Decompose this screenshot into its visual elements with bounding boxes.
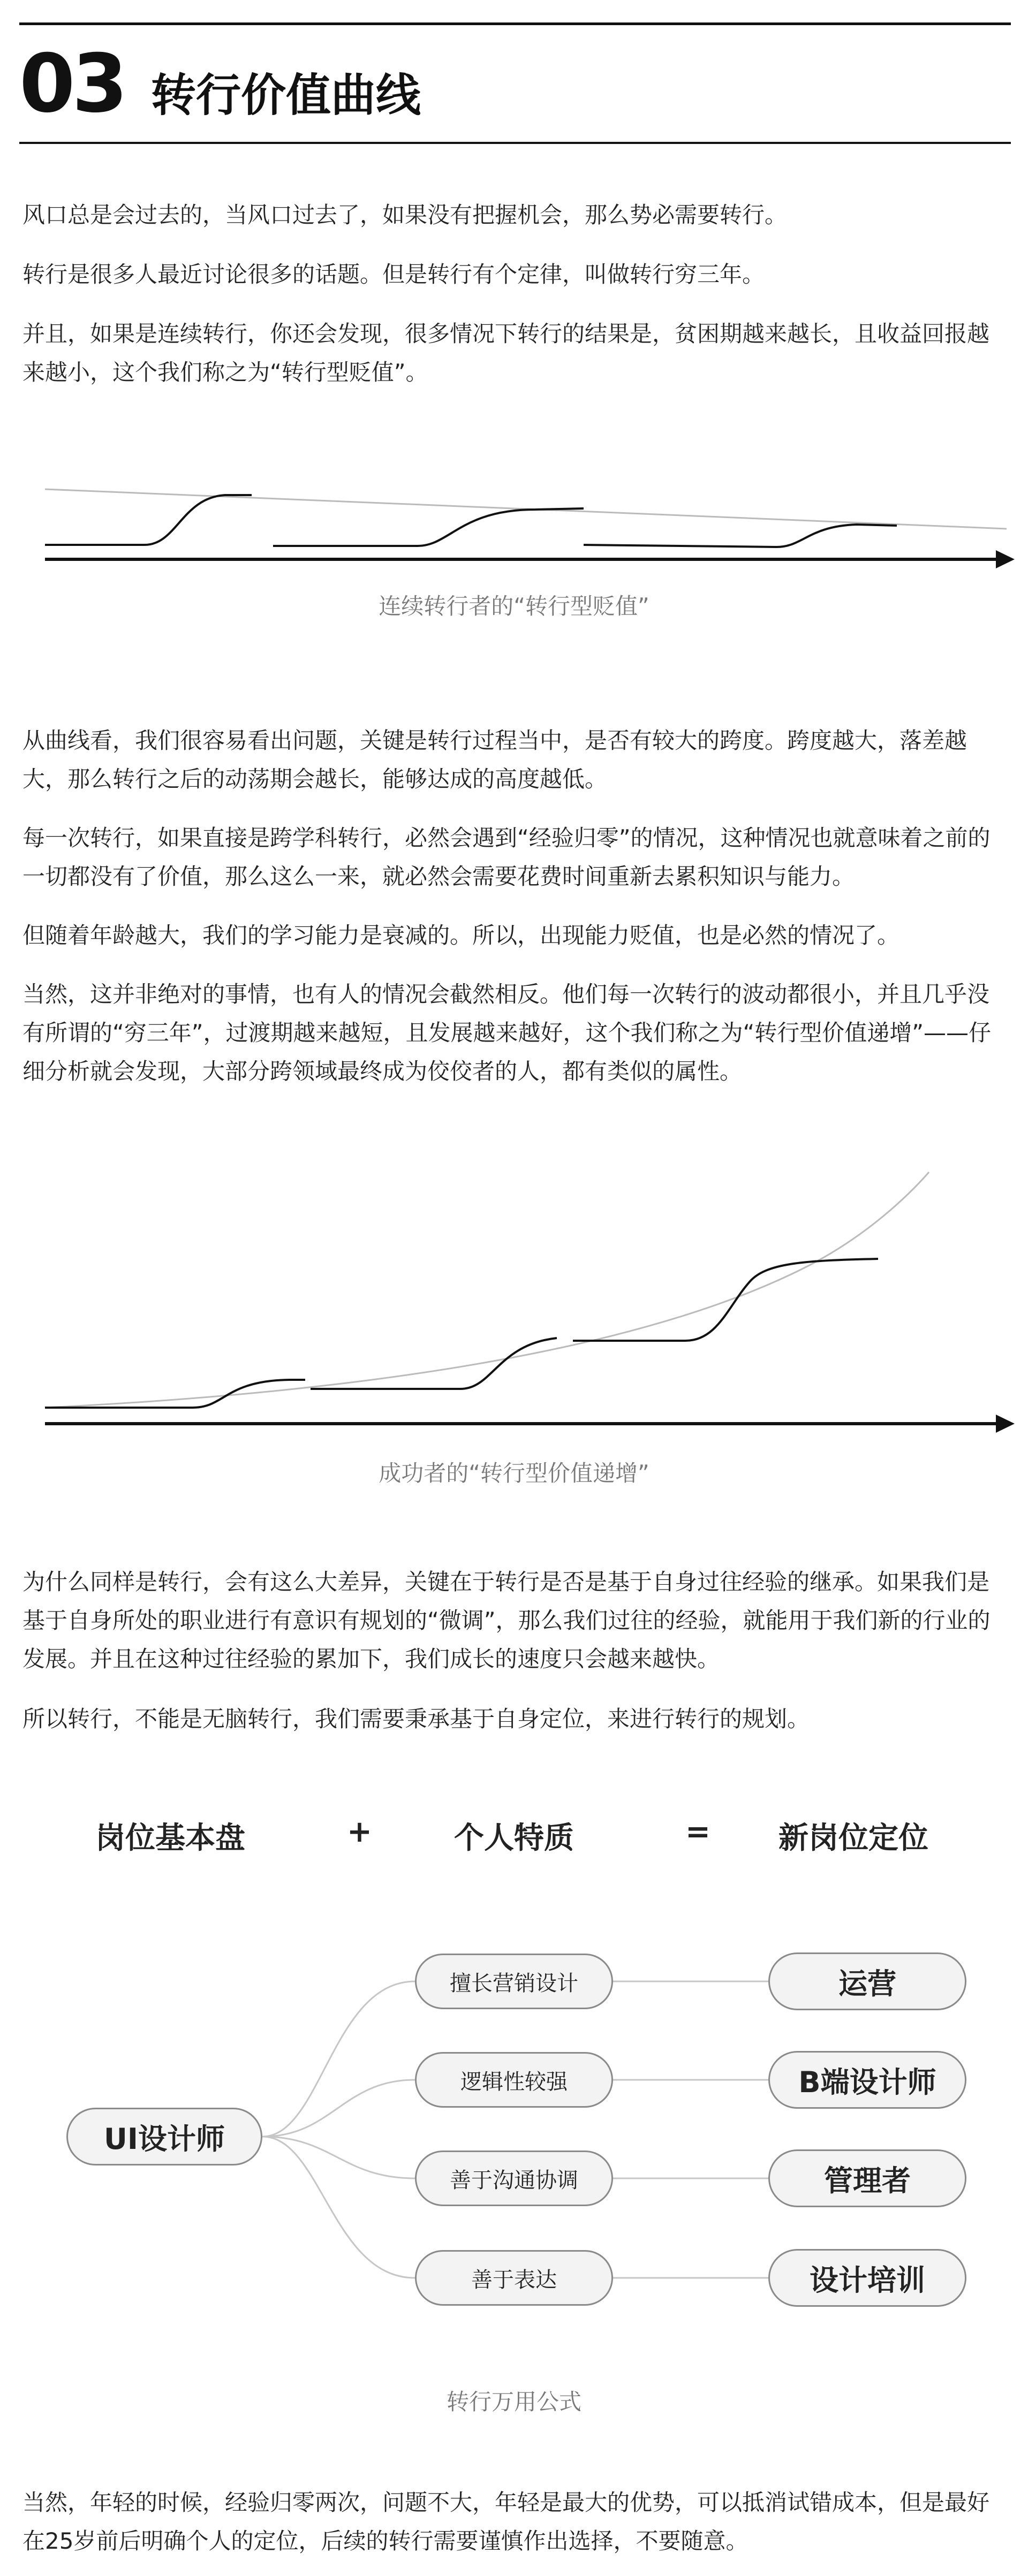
trait-node-4: 善于表达 (415, 2250, 613, 2306)
formula-term-traits: 个人特质 (454, 1821, 574, 1856)
formula-term-base: 岗位基本盘 (95, 1821, 245, 1856)
paragraph-7: 当然，这并非绝对的事情，也有人的情况会截然相反。他们每一次转行的波动都很小，并且几乎没有所谓的“穷三年”，过渡期越来越短，且发展越来越好，这个我们称之为“转行型价值递增”——仔细分析就会发现，大部分跨领域最终成为佼佼者的人，都有类似的属性。 (22, 981, 992, 1084)
paragraph-6: 但随着年龄越大，我们的学习能力是衰减的。所以，出现能力贬值，也是必然的情况了。 (22, 922, 900, 948)
role-node-1: 运营 (768, 1952, 966, 2010)
paragraph-2: 转行是很多人最近讨论很多的话题。但是转行有个定律，叫做转行穷三年。 (22, 261, 765, 287)
formula-term-result: 新岗位定位 (778, 1821, 928, 1856)
chart2-caption: 成功者的“转行型价值递增” (379, 1460, 649, 1486)
curve-segment-1 (45, 495, 252, 545)
source-role-node: UI设计师 (66, 2108, 262, 2165)
section-title: 转行价值曲线 (151, 69, 421, 121)
depreciation-curve-diagram (0, 471, 1028, 578)
growth-segment-3 (573, 1259, 878, 1341)
branch-line-3 (262, 2137, 415, 2178)
paragraph-1: 风口总是会过去的，当风口过去了，如果没有把握机会，那么势必需要转行。 (22, 202, 788, 228)
paragraph-8: 为什么同样是转行，会有这么大差异，关键在于转行是否是基于自身过往经验的继承。如果我们是基于自身所处的职业进行有意识有规划的“微调”，那么我们过往的经验，就能用于我们新的行业的发展。并且在这种过往经验的累加下，我们成长的速度只会越来越快。 (22, 1569, 991, 1672)
formula-plus-sign: + (347, 1814, 372, 1849)
header-top-rule (19, 22, 1011, 25)
role-node-2: B端设计师 (768, 2051, 966, 2109)
growth-segment-2 (311, 1338, 557, 1389)
paragraph-5: 每一次转行，如果直接是跨学科转行，必然会遇到“经验归零”的情况，这种情况也就意味着之前的一切都没有了价值，那么这么一来，就必然会需要花费时间重新去累积知识与能力。 (22, 825, 991, 890)
trait-node-1: 擅长营销设计 (415, 1954, 613, 2009)
chart1-caption: 连续转行者的“转行型贬值” (379, 593, 649, 619)
section-number: 03 (19, 37, 125, 131)
formula-equals-sign: = (685, 1814, 710, 1849)
trait-node-2: 逻辑性较强 (415, 2052, 613, 2108)
growth-segment-1 (45, 1380, 305, 1408)
curve-segment-3 (584, 525, 897, 547)
role-node-3: 管理者 (768, 2149, 966, 2207)
trait-node-3: 善于沟通协调 (415, 2151, 613, 2206)
x-axis-arrow (996, 1415, 1015, 1433)
appreciation-curve-diagram (0, 1156, 1028, 1434)
paragraph-10: 当然，年轻的时候，经验归零两次，问题不大，年轻是最大的优势，可以抵消试错成本，但是最好在25岁前后明确个人的定位，后续的转行需要谨慎作出选择，不要随意。 (22, 2489, 990, 2554)
header-bottom-rule (19, 142, 1011, 144)
paragraph-4: 从曲线看，我们很容易看出问题，关键是转行过程当中，是否有较大的跨度。跨度越大，落差越大，那么转行之后的动荡期会越长，能够达成的高度越低。 (22, 727, 967, 792)
formula-caption: 转行万用公式 (446, 2389, 581, 2415)
role-node-4: 设计培训 (768, 2249, 966, 2307)
curve-segment-2 (273, 508, 584, 546)
paragraph-3: 并且，如果是连续转行，你还会发现，很多情况下转行的结果是，贫困期越来越长，且收益回报越来越小，这个我们称之为“转行型贬值”。 (22, 321, 990, 385)
rising-trend-line (45, 1172, 929, 1408)
branch-line-1 (262, 1981, 415, 2137)
x-axis-arrow (996, 550, 1015, 568)
paragraph-9: 所以转行，不能是无脑转行，我们需要秉承基于自身定位，来进行转行的规划。 (22, 1706, 810, 1732)
